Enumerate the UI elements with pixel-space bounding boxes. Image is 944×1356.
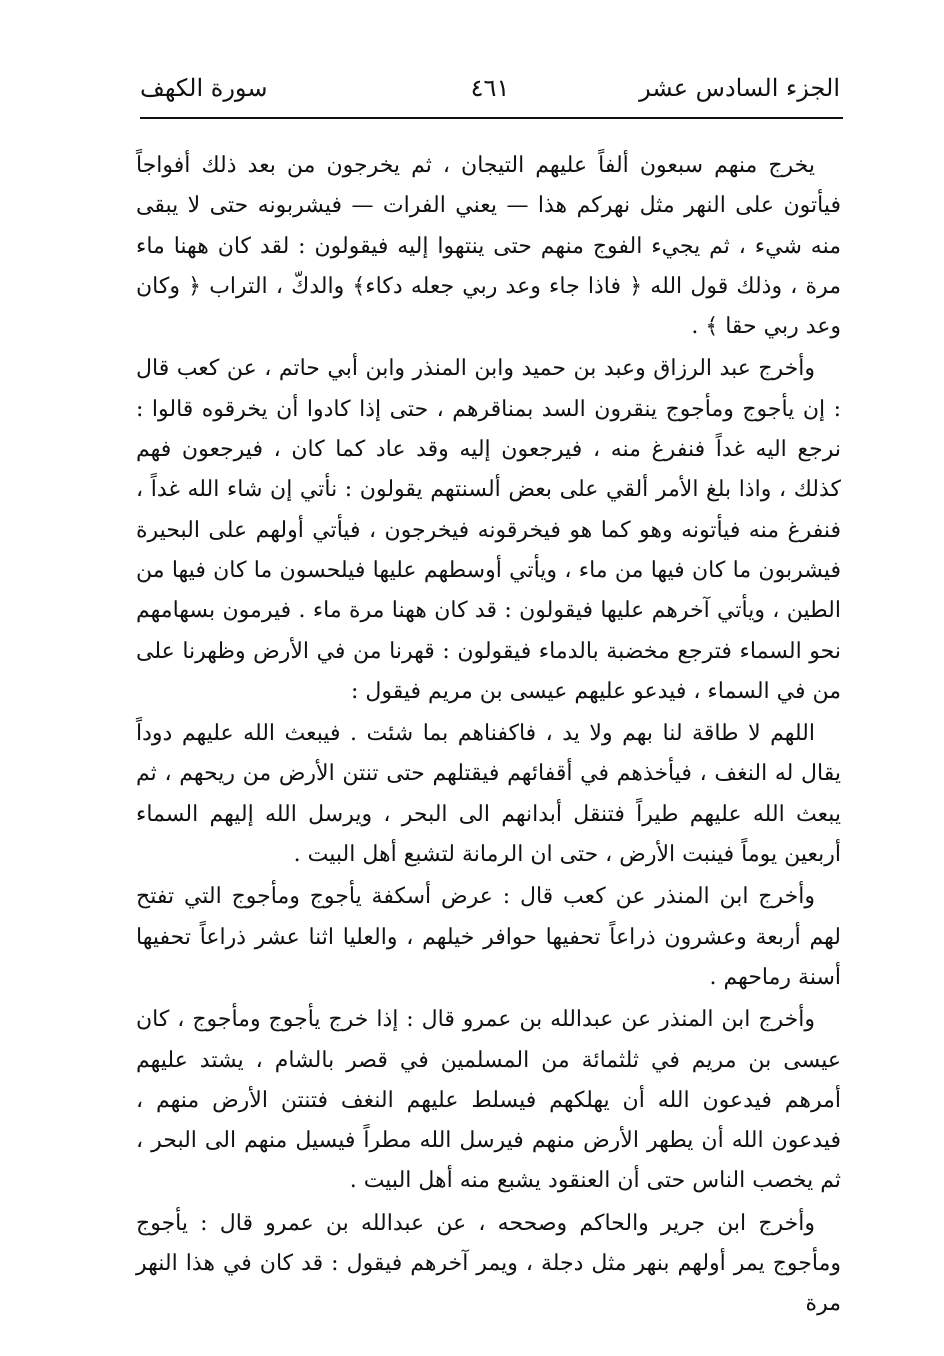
paragraph: وأخرج ابن المنذر عن عبدالله بن عمرو قال : إذا خرج يأجوج ومأجوج ، كان عيسى بن مريم في ثلثمائة من المسلمين في قصر بالشام ، يشتد عليهم أمرهم فيدعون الله أن يهلكهم فيسلط عليهم النغف فتنتن الأرض منهم ، فيدعون الله أن يطهر الأرض منهم فيرسل الله مطراً فيسيل منهم الى البحر ، ثم يخصب الناس حتى أن العنقود يشبع منه أهل البيت .	[136, 1007, 841, 1194]
paragraph: يخرج منهم سبعون ألفاً عليهم التيجان ، ثم يخرجون من بعد ذلك أفواجاً فيأتون على النهر مثل نهركم هذا — يعني الفرات — فيشربونه حتى لا يبقى منه شيء ، ثم يجيء الفوج منهم حتى ينتهوا إليه فيقولون : لقد كان ههنا ماء مرة ، وذلك قول الله ﴿ فاذا جاء وعد ربي جعله دكاء﴾ والدكّ ، التراب ﴿ وكان وعد ربي حقا ﴾ .	[136, 153, 841, 340]
part-label: الجزء السادس عشر	[639, 74, 840, 102]
paragraph: وأخرج عبد الرزاق وعبد بن حميد وابن المنذر وابن أبي حاتم ، عن كعب قال : إن يأجوج ومأجوج ينقرون السد بمناقرهم ، حتى إذا كادوا أن يخرقوه قالوا : نرجع اليه غداً فنفرغ منه ، فيرجعون إليه وقد عاد كما كان ، فيرجعون فهم كذلك ، واذا بلغ الأمر ألقي على بعض ألسنتهم يقولون : نأتي إن شاء الله غداً ، فنفرغ منه فيأتونه وهو كما هو فيخرقونه فيخرجون ، فيأتي أولهم على البحيرة فيشربون ما كان فيها من ماء ، ويأتي أوسطهم عليها فيلحسون ما كان فيها من الطين ، ويأتي آخرهم عليها فيقولون : قد كان ههنا مرة ماء . فيرمون بسهامهم نحو السماء فترجع مخضبة بالدماء فيقولون : قهرنا من في الأرض وظهرنا على من في السماء ، فيدعو عليهم عيسى بن مريم فيقول :	[136, 356, 841, 704]
main-text	[136, 146, 841, 1325]
surah-title: سورة الكهف	[140, 74, 268, 102]
paragraph: اللهم لا طاقة لنا بهم ولا يد ، فاكفناهم بما شئت . فيبعث الله عليهم دوداً يقال له النغف ، فيأخذهم في أقفائهم فيقتلهم حتى تنتن الأرض من ريحهم ، ثم يبعث الله عليهم طيراً فتنقل أبدانهم الى البحر ، ويرسل الله إليهم السماء أربعين يوماً فينبت الأرض ، حتى ان الرمانة لتشبع أهل البيت .	[136, 721, 841, 868]
paragraph: وأخرج ابن جرير والحاكم وصححه ، عن عبدالله بن عمرو قال : يأجوج ومأجوج يمر أولهم بنهر مثل دجلة ، ويمر آخرهم فيقول : قد كان في هذا النهر مرة	[136, 1210, 841, 1317]
page-number: ٤٦١	[470, 74, 510, 102]
paragraph: وأخرج ابن المنذر عن كعب قال : عرض أسكفة يأجوج ومأجوج التي تفتح لهم أربعة وعشرون ذراعاً تحفيها حوافر خيلهم ، والعليا اثنا عشر ذراعاً تحفيها أسنة رماحهم .	[136, 884, 841, 990]
header-divider	[140, 117, 843, 119]
running-header	[140, 66, 840, 116]
